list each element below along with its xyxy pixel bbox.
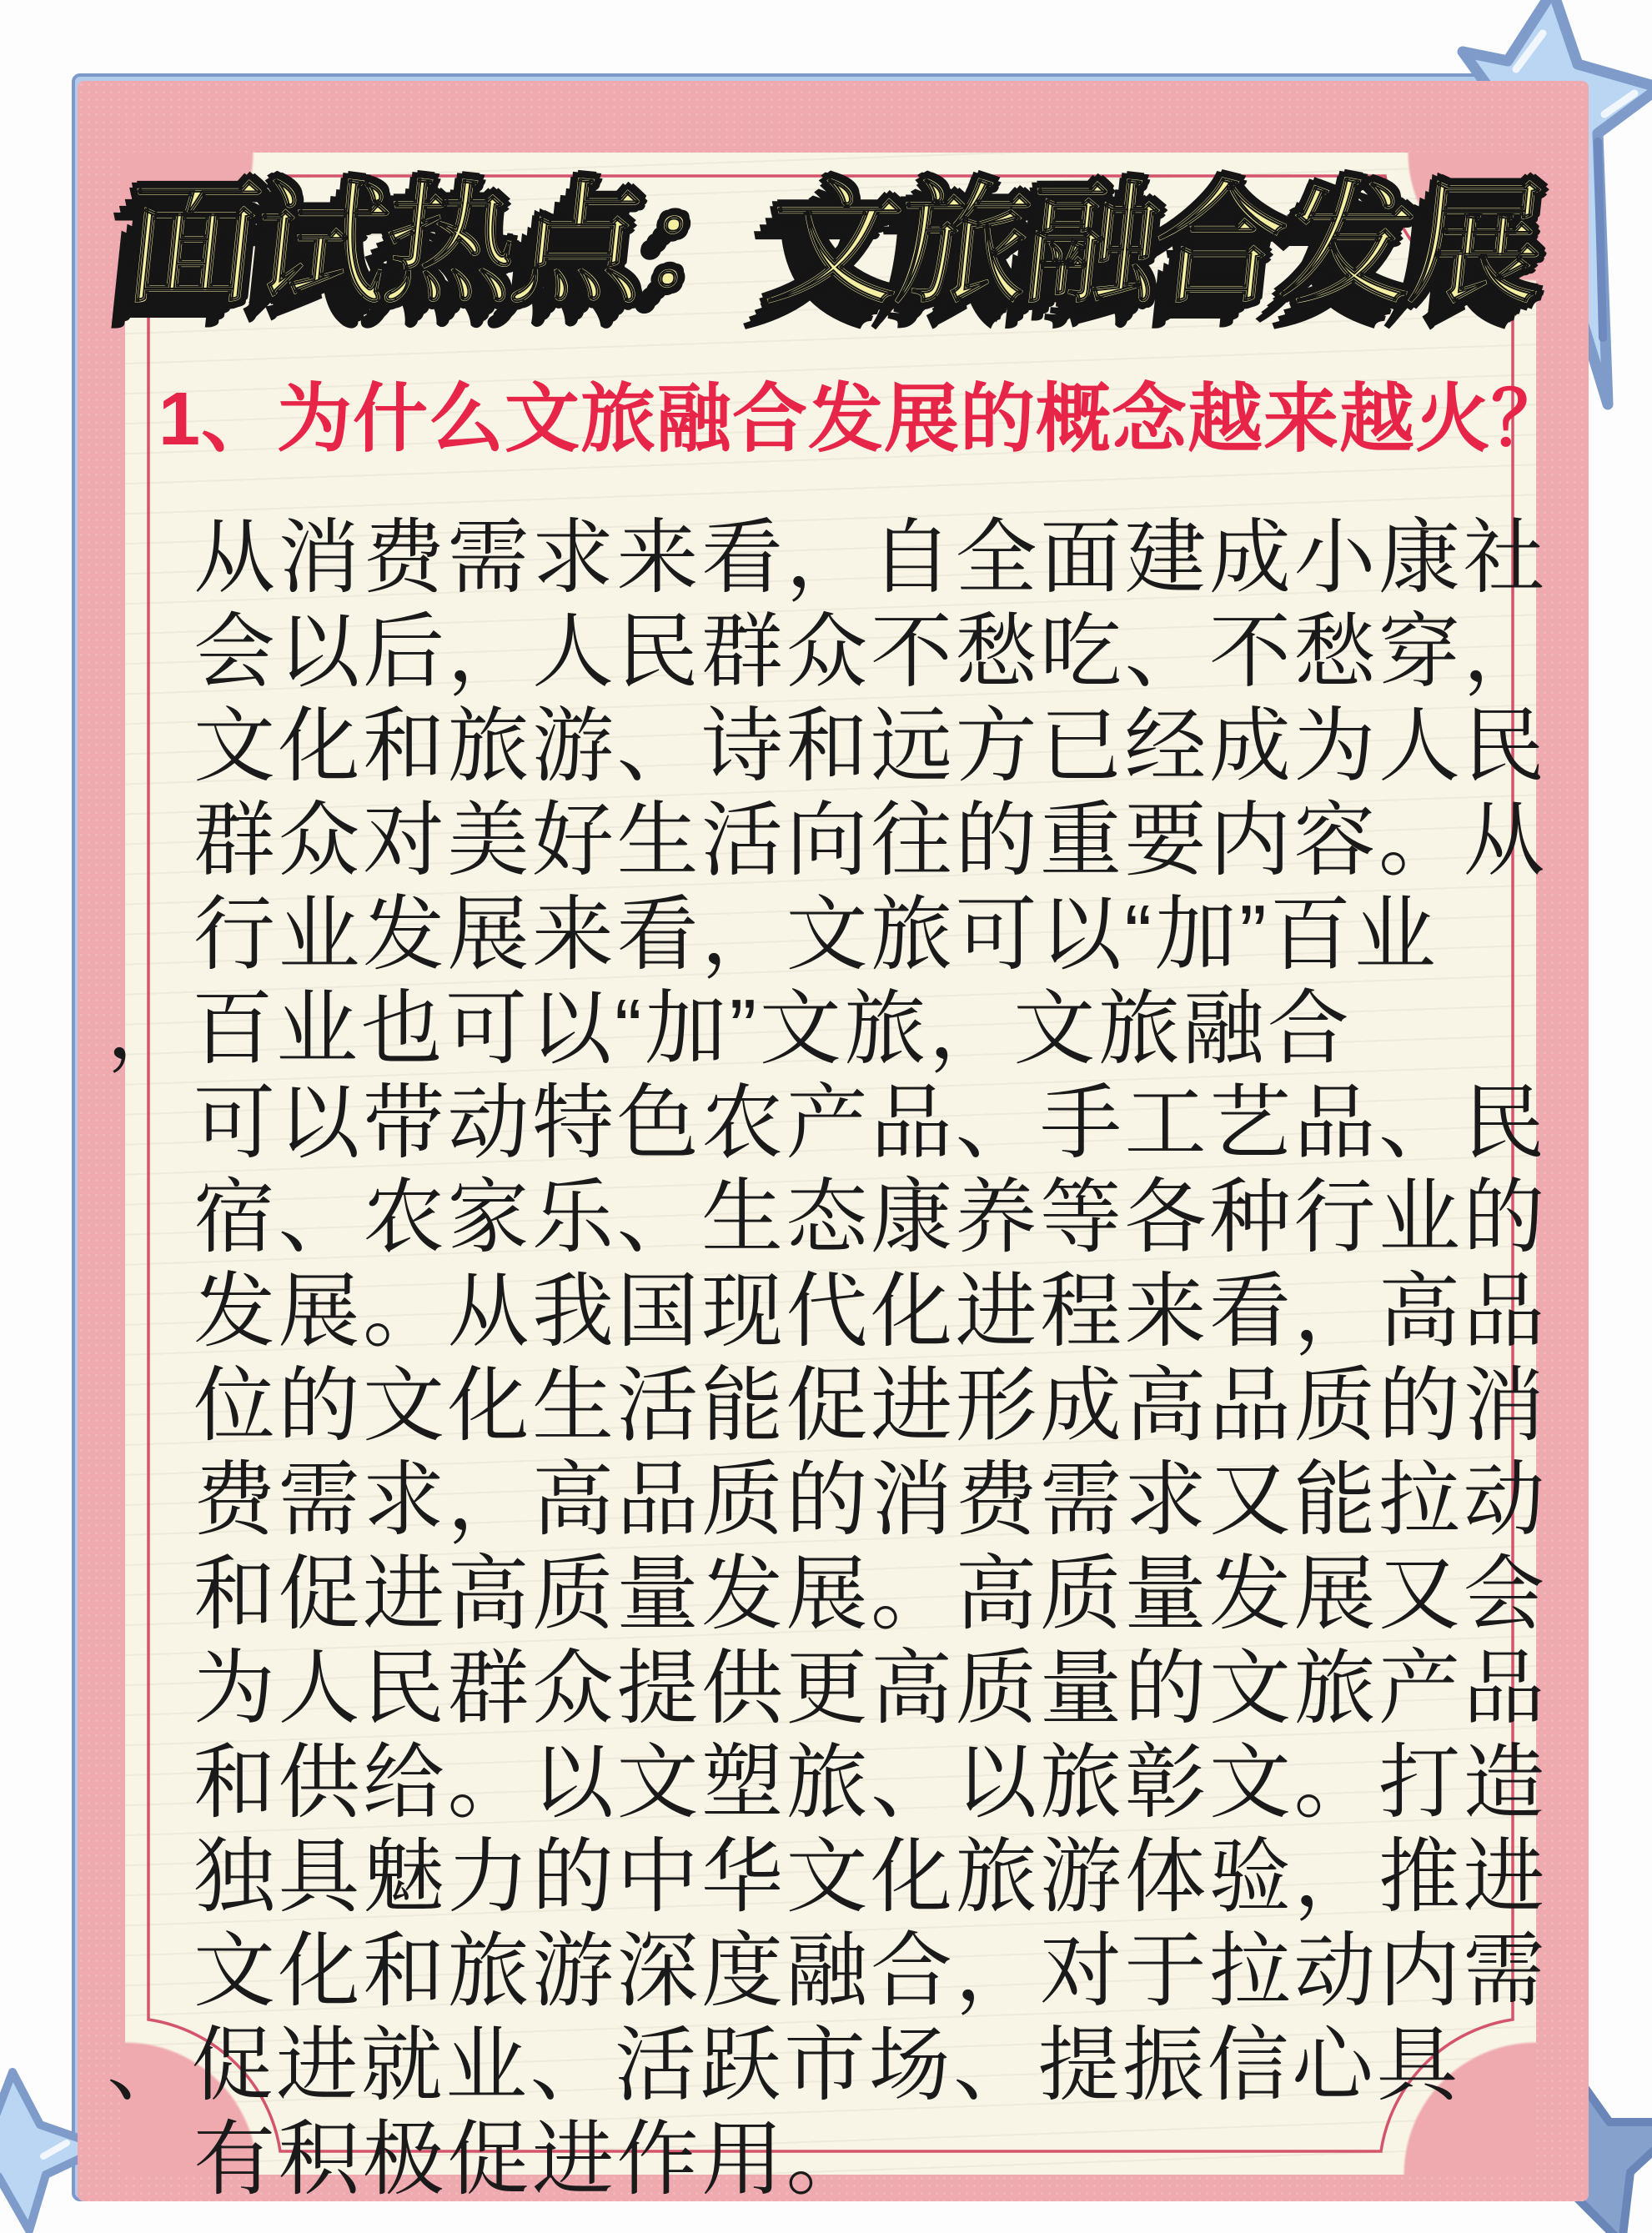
- body-line: 费需求，高品质的消费需求又能拉动: [193, 1453, 1549, 1545]
- body-line: 会以后，人民群众不愁吃、不愁穿，: [193, 605, 1549, 697]
- body-line: 、促进就业、活跃市场、提振信心具: [107, 2019, 1462, 2110]
- question-heading: 1、为什么文旅融合发展的概念越来越火？: [158, 378, 1568, 461]
- body-line: 和促进高质量发展。高质量发展又会: [193, 1548, 1549, 1639]
- body-line: 文化和旅游、诗和远方已经成为人民: [193, 700, 1549, 791]
- body-line: 从消费需求来看，自全面建成小康社: [193, 511, 1549, 603]
- body-line: 和供给。以文塑旅、以旅彰文。打造: [193, 1736, 1549, 1828]
- poster-title: 面试热点：文旅融合发展: [118, 170, 1548, 319]
- body-line: 有积极促进作用。: [193, 2113, 871, 2205]
- body-line: 为人民群众提供更高质量的文旅产品: [193, 1642, 1549, 1734]
- body-line: 行业发展来看，文旅可以“加”百业: [193, 888, 1439, 980]
- body-paragraph: [107, 510, 1599, 2206]
- body-line: 可以带动特色农产品、手工艺品、民: [193, 1076, 1549, 1168]
- body-line: 位的文化生活能促进形成高品质的消: [193, 1359, 1549, 1451]
- body-line: 发展。从我国现代化进程来看，高品: [193, 1265, 1549, 1357]
- body-line: 独具魅力的中华文化旅游体验，推进: [193, 1830, 1549, 1922]
- body-line: 宿、农家乐、生态康养等各种行业的: [193, 1171, 1549, 1262]
- body-line: 群众对美好生活向往的重要内容。从: [193, 794, 1549, 886]
- body-line: 文化和旅游深度融合，对于拉动内需: [193, 1924, 1549, 2016]
- body-line: ，百业也可以“加”文旅，文旅融合: [107, 982, 1353, 1074]
